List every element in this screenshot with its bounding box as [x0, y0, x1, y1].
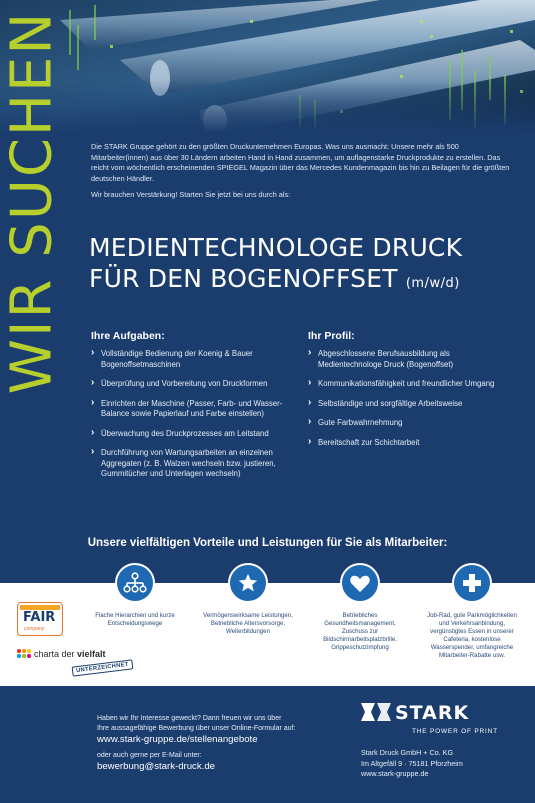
job-title — [89, 232, 529, 299]
profile-list — [308, 349, 513, 448]
charta-dots-icon — [17, 649, 31, 661]
list-item: › Überwachung des Druckprozesses am Leitstand — [91, 429, 301, 440]
cross-icon — [452, 563, 492, 603]
fair-logo-sub: company — [24, 626, 45, 632]
job-title-gender-suffix: (m/w/d) — [405, 276, 460, 291]
vertical-headline — [0, 10, 65, 394]
company-address — [361, 748, 463, 780]
stark-tagline: THE POWER OF PRINT — [412, 728, 498, 735]
job-title-line-2-text: FÜR DEN BOGENOFFSET — [89, 264, 398, 293]
profile-section — [308, 330, 513, 457]
benefit-text: Betriebliches Gesundheitsmanagement, Zuschuss zur Bildschirmarbeitsplatzbrille, Grippeschutzimpfung — [323, 612, 397, 651]
heart-icon — [340, 563, 380, 603]
job-title-line-1: MEDIENTECHNOLOGE DRUCK — [89, 233, 463, 262]
careers-link[interactable]: www.stark-gruppe.de/stellenangebote — [97, 734, 258, 745]
benefits-heading: Unsere vielfältigen Vorteile und Leistungen für Sie als Mitarbeiter: — [87, 537, 448, 549]
email-link[interactable]: bewerbung@stark-druck.de — [97, 761, 215, 772]
vertical-headline-text: WIR SUCHEN — [0, 10, 65, 394]
list-item: › Kommunikationsfähigkeit und freundlicher Umgang — [308, 379, 513, 390]
company-name: Stark Druck GmbH + Co. KG — [361, 748, 454, 757]
unterzeichnet-stamp: UNTERZEICHNET — [72, 659, 134, 676]
job-title-line-2 — [89, 263, 529, 299]
intro-paragraph: Die STARK Gruppe gehört zu den größten Druckunternehmen Europas. Was uns ausmacht: Unsere mehr als 500 Mitarbeiter(innen) aus über 30 Ländern arbeiten Hand in Hand zusammen, um auflagenstarke Druckprodukte zu erstellen. Das reicht vom wöchentlich erscheinenden SPIEGEL Magazin über das Mercedes Kundenmagazin bis hin zu Beilagen für die größten deutschen Händler. — [91, 142, 510, 183]
charta-text — [34, 649, 106, 659]
tasks-heading: Ihre Aufgaben: — [91, 330, 165, 342]
list-item: › Vollständige Bedienung der Koenig & Bauer Bogenoffsetmaschinen — [91, 349, 301, 370]
intro-text — [91, 142, 511, 201]
application-info — [97, 714, 347, 773]
charta-bold: vielfalt — [77, 649, 106, 659]
tasks-list — [91, 349, 301, 480]
company-website-link[interactable]: www.stark-gruppe.de — [361, 769, 429, 778]
intro-call-to-action: Wir brauchen Verstärkung! Starten Sie jetzt bei uns durch als: — [91, 190, 291, 199]
list-item: › Bereitschaft zur Schichtarbeit — [308, 438, 513, 449]
company-street: Im Altgefäll 9 · 75181 Pforzheim — [361, 758, 463, 768]
hero-image — [0, 0, 535, 133]
tasks-section — [91, 330, 301, 489]
list-item: › Einrichten der Maschine (Passer, Farb- und Wasser-Balance sowie Papierlauf und Farbe einstellen) — [91, 399, 301, 420]
list-item: › Abgeschlossene Berufsausbildung als Medientechnologe Druck (Bogenoffset) — [308, 349, 513, 370]
star-icon — [228, 563, 268, 603]
application-text-1: Haben wir Ihr Interesse geweckt? Dann freuen wir uns über — [97, 715, 282, 722]
fair-logo-word: FAIR — [23, 610, 56, 625]
stark-logo-text: STARK — [395, 702, 470, 723]
charta-der-vielfalt-logo — [17, 648, 127, 662]
list-item: › Selbständige und sorgfältige Arbeitsweise — [308, 399, 513, 410]
list-item: › Gute Farbwahrnehmung — [308, 418, 513, 429]
certificate-logos — [17, 602, 137, 682]
benefit-text: Flache Hierarchien und kurze Entscheidungswege — [95, 612, 175, 627]
list-item: › Überprüfung und Vorbereitung von Druckformen — [91, 379, 301, 390]
fair-company-logo — [17, 602, 63, 636]
stark-logo — [361, 701, 493, 723]
profile-heading: Ihr Profil: — [308, 330, 355, 342]
list-item: › Durchführung von Wartungsarbeiten an einzelnen Aggregaten (z. B. Walzen wechseln bzw. justieren, Gummitücher und Unterlagen wechseln) — [91, 448, 301, 480]
hierarchy-icon — [115, 563, 155, 603]
benefit-text: Job-Rad, gute Parkmöglichkeiten und Verkehrsanbindung, vergünstigtes Essen in unserer Cafeteria, kostenlose Wasserspender, umfangreiche Mitarbeiter-Rabatte usw. — [427, 612, 517, 659]
benefit-text: Vermögenswirksame Leistungen, Betriebliche Altersvorsorge, Weiterbildungen — [203, 612, 293, 635]
application-text-3: oder auch gerne per E-Mail unter: — [97, 752, 202, 759]
charta-prefix: charta der — [34, 649, 75, 659]
application-text-2: Ihre aussagefähige Bewerbung über unser Online-Formular auf: — [97, 725, 296, 732]
